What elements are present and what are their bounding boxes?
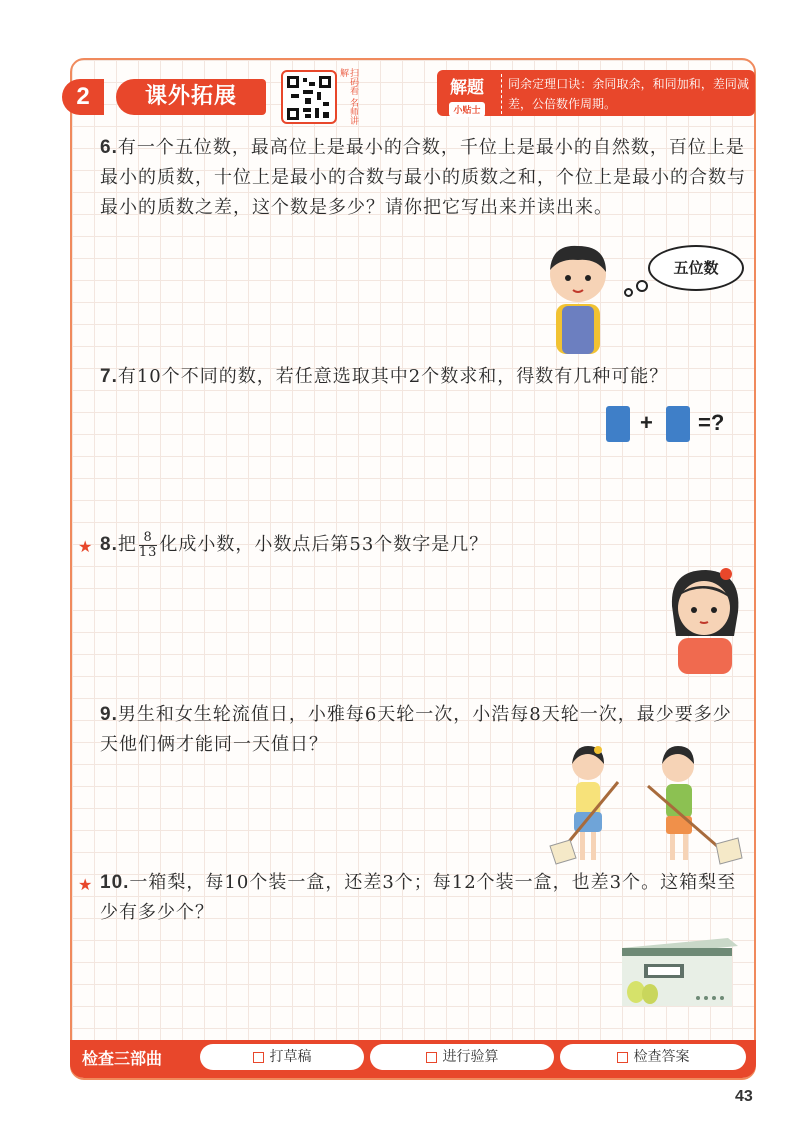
question-10 — [100, 868, 748, 928]
question-text: 男生和女生轮流值日，小雅每6天轮一次，小浩每8天轮一次，最少要多少天他们俩才能同一天值日？ — [100, 704, 732, 755]
question-text: 有10个不同的数，若任意选取其中2个数求和，得数有几种可能？ — [117, 366, 669, 387]
qr-code-icon[interactable] — [281, 70, 337, 124]
checkbox-icon[interactable] — [253, 1052, 264, 1063]
children-sweeping-illustration — [548, 742, 744, 870]
tip-badge: 小贴士 — [449, 102, 484, 117]
checkbox-icon[interactable] — [617, 1052, 628, 1063]
question-text: 有一个五位数，最高位上是最小的合数，千位上是最小的自然数，百位上是最小的质数，十位上是最小的合数与最小的质数之和，个位上是最小的合数与最小的质数之差，这个数是多少？请你把它写出来并读出来。 — [100, 137, 746, 218]
question-number: 8. — [100, 534, 118, 555]
question-number: 9. — [100, 704, 118, 725]
star-icon: ★ — [78, 537, 93, 556]
footer-step-label: 打草稿 — [269, 1049, 312, 1065]
question-number: 10. — [100, 872, 130, 893]
plus-sign: + — [640, 410, 653, 435]
equals-question: =? — [698, 410, 725, 435]
tip-box — [437, 70, 755, 116]
number-card — [606, 406, 630, 442]
tip-text: 同余定理口诀：余同取余，和同加和，差同减差，公倍数作周期。 — [501, 74, 749, 114]
question-number: 6. — [100, 137, 118, 158]
question-7 — [100, 362, 748, 392]
fraction-numerator: 8 — [143, 529, 153, 545]
footer-step-draft[interactable] — [200, 1044, 364, 1070]
tip-header — [437, 70, 497, 116]
footer-title: 检查三部曲 — [82, 1049, 163, 1068]
footer-step-label: 检查答案 — [633, 1049, 690, 1065]
question-6 — [100, 133, 748, 223]
fraction-denominator: 13 — [138, 544, 158, 560]
girl-illustration — [664, 566, 746, 674]
question-text: 化成小数，小数点后第53个数字是几？ — [159, 534, 489, 555]
footer-step-check[interactable] — [560, 1044, 746, 1070]
thought-bubble: 五位数 — [648, 245, 744, 291]
page-number: 43 — [735, 1088, 753, 1105]
bubble-dot — [636, 280, 648, 292]
star-icon: ★ — [78, 875, 93, 894]
question-prefix: 把 — [117, 534, 137, 555]
footer-step-label: 进行验算 — [442, 1049, 499, 1065]
boy-illustration — [538, 240, 618, 355]
tip-title: 解题 — [450, 78, 484, 98]
question-number: 7. — [100, 366, 118, 387]
question-8 — [100, 530, 748, 560]
pear-box-illustration — [616, 928, 740, 1008]
number-card — [666, 406, 690, 442]
section-title: 课外拓展 — [116, 79, 266, 115]
footer-bar — [70, 1040, 756, 1078]
fraction — [139, 531, 158, 560]
section-number: 2 — [62, 79, 104, 115]
checkbox-icon[interactable] — [426, 1052, 437, 1063]
bubble-dot — [624, 288, 633, 297]
footer-step-verify[interactable] — [370, 1044, 554, 1070]
question-text: 一箱梨，每10个装一盒，还差3个；每12个装一盒，也差3个。这箱梨至少有多少个？ — [100, 872, 737, 923]
qr-caption: 扫码看 名师讲解 — [338, 68, 358, 125]
